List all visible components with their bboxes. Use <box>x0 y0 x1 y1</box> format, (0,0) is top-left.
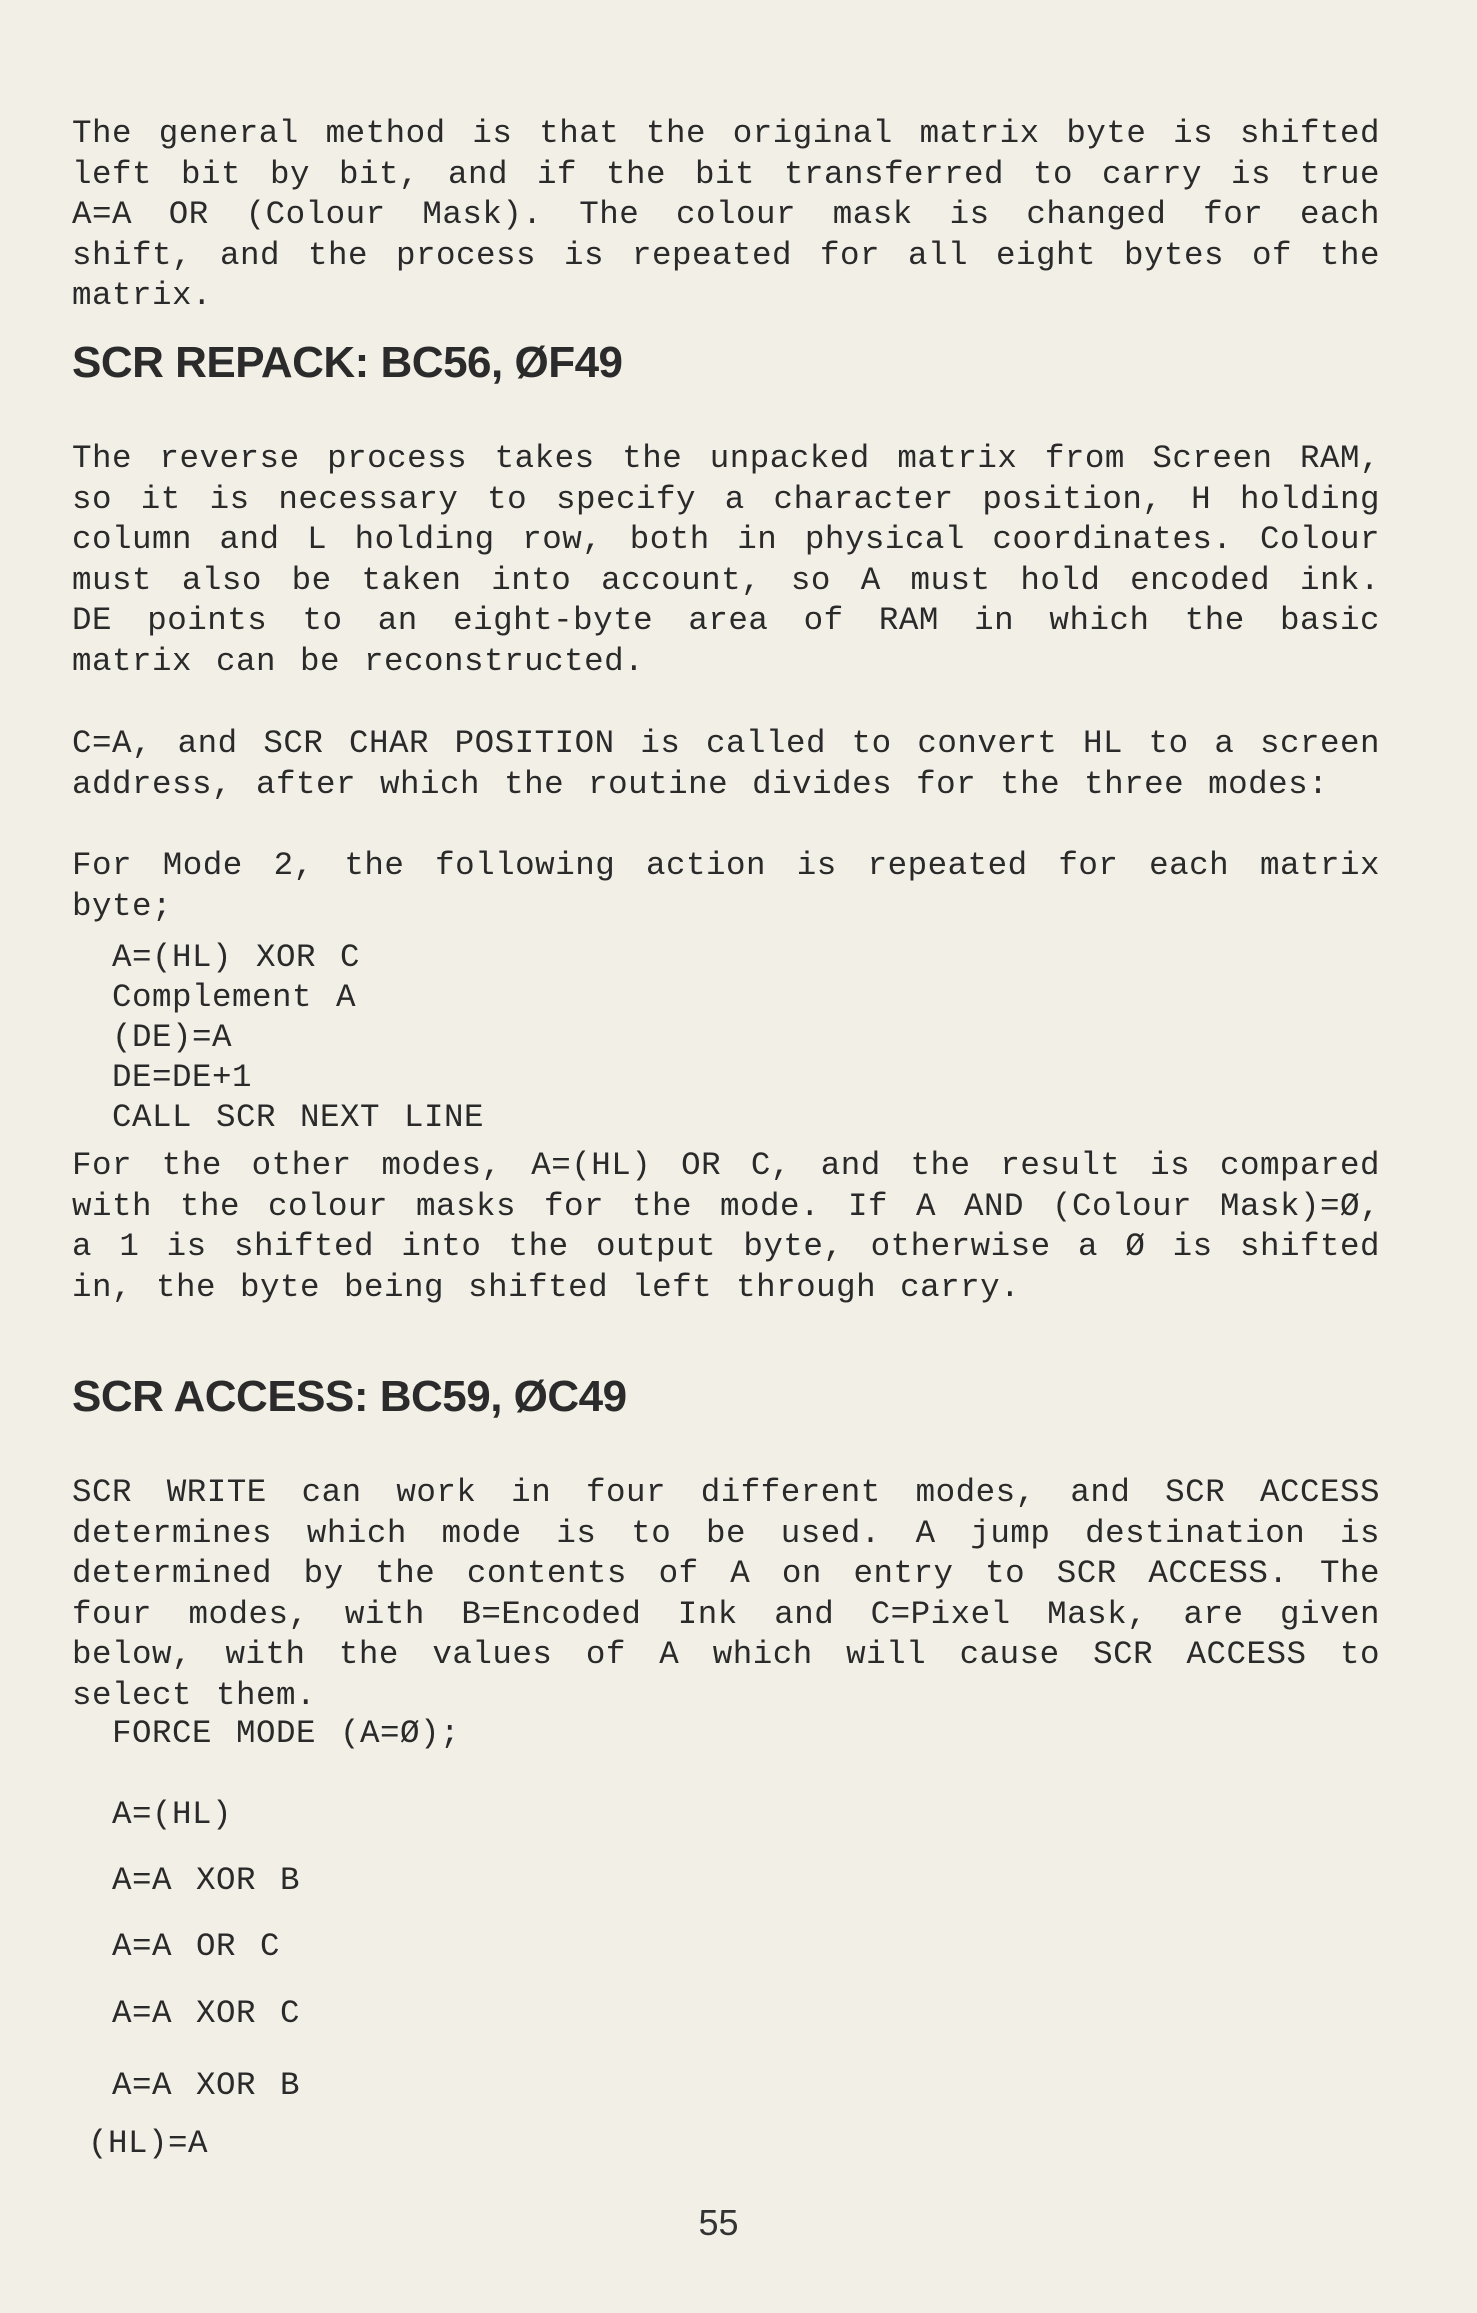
repack-paragraph-3: For Mode 2, the following action is repeated for each matrix byte; <box>72 847 1380 925</box>
force-mode-label: FORCE MODE (A=Ø); <box>112 1715 461 1752</box>
code-line: A=(HL) XOR C <box>112 939 361 976</box>
code-line: A=A XOR B <box>112 2067 301 2104</box>
code-line: A=A OR C <box>112 1928 281 1965</box>
section-heading-scr-access: SCR ACCESS: BC59, ØC49 <box>72 1372 627 1421</box>
code-line: CALL SCR NEXT LINE <box>112 1099 485 1136</box>
code-line: A=(HL) <box>112 1796 233 1833</box>
code-line: (HL)=A <box>88 2125 209 2162</box>
intro-paragraph: The general method is that the original matrix byte is shifted left bit by bit, and if the bit transferred to carry is true A=A OR (Colour Mask). The colour mask is changed for each shift, and the process is repeated for all eight bytes of the matrix. <box>72 115 1380 314</box>
section-heading-scr-repack: SCR REPACK: BC56, ØF49 <box>72 338 623 387</box>
page-number: 55 <box>698 2202 739 2243</box>
code-line: Complement A <box>112 979 357 1016</box>
repack-paragraph-1: The reverse process takes the unpacked matrix from Screen RAM, so it is necessary to specify a character position, H holding column and L holding row, both in physical coordinates. Colour must also be taken into account, so A must hold encoded ink. DE points to an eight-byte area of RAM in which the basic matrix can be reconstructed. <box>72 440 1380 680</box>
code-line: (DE)=A <box>112 1019 233 1056</box>
code-line: DE=DE+1 <box>112 1059 253 1096</box>
repack-paragraph-4: For the other modes, A=(HL) OR C, and the result is compared with the colour masks for the mode. If A AND (Colour Mask)=Ø, a 1 is shifted into the output byte, otherwise a Ø is shifted in, the byte being shifted left through carry. <box>72 1147 1380 1306</box>
repack-paragraph-2: C=A, and SCR CHAR POSITION is called to convert HL to a screen address, after which the routine divides for the three modes: <box>72 725 1380 803</box>
code-line: A=A XOR B <box>112 1862 301 1899</box>
access-paragraph-1: SCR WRITE can work in four different modes, and SCR ACCESS determines which mode is to be used. A jump destination is determined by the contents of A on entry to SCR ACCESS. The four modes, with B=Encoded Ink and C=Pixel Mask, are given below, with the values of A which will cause SCR ACCESS to select them. <box>72 1474 1380 1714</box>
repack-code-block <box>112 938 484 1138</box>
code-line: A=A XOR C <box>112 1995 301 2032</box>
